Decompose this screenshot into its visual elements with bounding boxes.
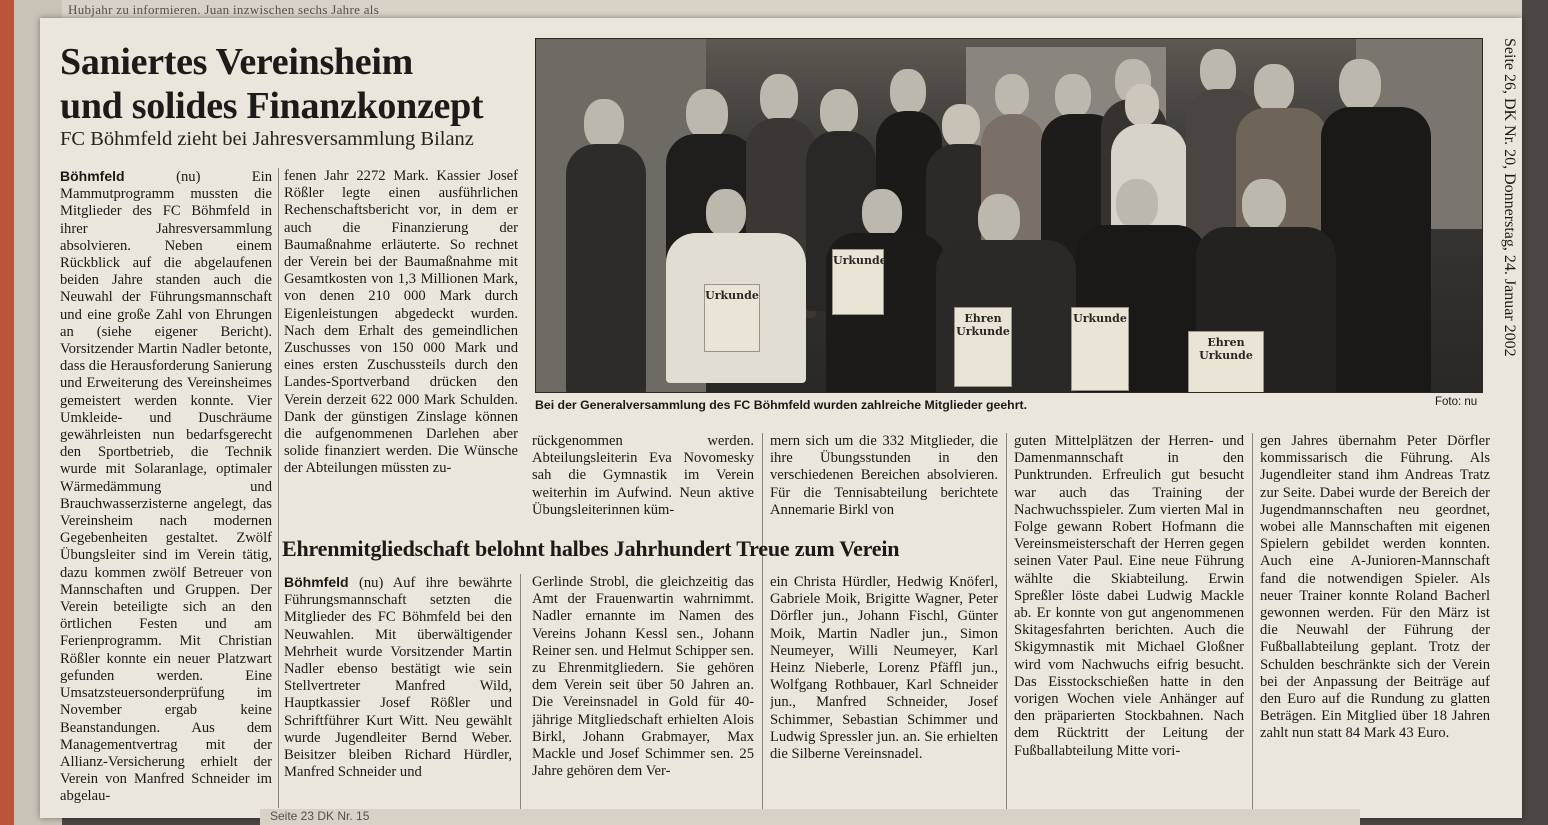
column-rule — [1006, 433, 1007, 813]
back-page-strip: Hubjahr zu informieren. Juan inzwischen sechs Jahre als — [62, 0, 1522, 22]
group-photo — [535, 38, 1483, 393]
column-6-text: gen Jahres übernahm Peter Dörfler kommissarisch die Führung. Als Jugendleiter stand ihm Andreas Tratz zur Seite. Dabei wurde der Bereich der Jugendmannschaften neu geordnet, wobei alle Mannschaften mit eigenen Spielern gebildet werden konnten. Auch eine A-Junioren-Mannschaft fand die notwendigen Spieler. Als neuer Trainer konnte Roland Bacherl gewonnen werden. Für den März ist die Neuwahl der Führung der Fußballabteilung geplant. Trotz der Schulden beschränkte sich der Verein bei der Anpassung der Beiträge auf den Euro auf die Rundung zu glatten Beträgen. Ein Mitglied über 18 Jahren zahlt nun statt 84 Mark 43 Euro. — [1260, 433, 1490, 742]
dateline: Böhmfeld — [60, 168, 177, 184]
article-column-4 — [770, 433, 998, 521]
certificate: Urkunde — [704, 284, 760, 352]
column-rule — [762, 433, 763, 813]
article2-column-3 — [770, 574, 998, 810]
article-column-2 — [284, 168, 518, 520]
article-column-3 — [532, 433, 754, 521]
article-column-6 — [1260, 433, 1490, 803]
certificate: Ehren Urkunde — [1188, 331, 1264, 393]
certificate: Urkunde — [832, 249, 884, 315]
photo-caption: Bei der Generalversammlung des FC Böhmfeld wurden zahlreiche Mitglieder geehrt. — [535, 398, 1027, 412]
column-4-text: mern sich um die 332 Mitglieder, die ihre Übungsstunden in den verschiedenen Bereichen absolvieren. Für die Tennisabteilung berichtete Annemarie Birkl von — [770, 433, 998, 518]
photo-credit: Foto: nu — [1435, 396, 1478, 408]
article2-column-1-text: (nu) Auf ihre bewährte Führungsmannschaft setzten die Mitglieder des FC Böhmfeld bei den Neuwahlen. Mit überwältigender Mehrheit wurde Vorsitzender Martin Nadler ebenso bestätigt wie sein Stellvertreter Manfred Wild, Hauptkassier Josef Rößler und Schriftführer Kurt Witt. Neu gewählt wurde Jugendleiter Bernd Weber. Beisitzer bleiben Richard Hürdler, Manfred Schneider und — [284, 575, 512, 781]
headline-line-2: und solides Finanzkonzept — [60, 85, 484, 127]
column-5-text: guten Mittelplätzen der Herren- und Damenmannschaft in den Punktrunden. Erfreulich gut besucht war auch das Training der Nachwuchsspieler. Zum vierten Mal in Folge gewann Robert Hofmann die Vereinsmeisterschaft der Herren gegen seinen Vater Paul. Eine neue Führung wählte die Skiabteilung. Erwin Spreßler löste dabei Ludwig Mackle ab. Er konnte von gut angenommenen Skitagesfahrten berichten. Auch die Skigymnastik mit Michael Gloßner wird vom Nachwuchs eifrig besucht. Das Eisstockschießen hatte in den vorigen Wochen viele Anhänger auf den präparierten Stockbahnen. Nach dem Rücktritt der Leitung der Fußballabteilung Mitte vori- — [1014, 433, 1244, 759]
article2-column-2 — [532, 574, 754, 810]
column-3-text: rückgenommen werden. Abteilungsleiterin Eva Novomesky sah die Gymnastik im Verein weiterhin im Aufwind. Neun aktive Übungsleiterinnen küm- — [532, 433, 754, 518]
article-column-1 — [60, 168, 272, 813]
back-page-strip-bottom: Seite 23 DK Nr. 15 — [260, 809, 1360, 825]
page-info-vertical: Seite 26, DK Nr. 20, Donnerstag, 24. Januar 2002 — [1501, 38, 1518, 357]
newspaper-clipping — [40, 18, 1522, 818]
column-rule — [278, 168, 279, 808]
certificate: Ehren Urkunde — [954, 307, 1012, 387]
certificate: Urkunde — [1071, 307, 1129, 391]
article-headline — [60, 40, 530, 128]
article2-headline: Ehrenmitgliedschaft belohnt halbes Jahrhundert Treue zum Verein — [282, 536, 900, 561]
column-1-text: (nu) Ein Mammutprogramm mussten die Mitglieder des FC Böhmfeld in ihrer Jahresversammlung absolvieren. Neben einem Rückblick auf die abgelaufenen beiden Jahre standen auch die Neuwahl der Führungsmannschaft und eine große Zahl von Ehrungen an (siehe eigener Bericht). Vorsitzender Martin Nadler betonte, dass die Herausforderung Sanierung und Erweiterung des Vereinsheimes gemeistert werden konnte. Vier Umkleide- und Duschräume gewährleisten nun bedarfsgerecht den Sportbetrieb, die Technik wurde mit Solaranlage, optimaler Wärmedämmung und Brauchwasserzisterne angelegt, das Vereinsheim nach modernen Gegebenheiten gestaltet. Zwölf Übungsleiter sind im Verein tätig, dazu kommen zwölf Betreuer von Mannschaften und Gruppen. Der Verein beteiligte sich an den örtlichen Festen und am Ferienprogramm. Mit Christian Rößler konnte ein neuer Platzwart gefunden werden. Eine Umsatzsteuersonderprüfung im November ergab keine Beanstandungen. Aus dem Managementvertrag mit der Allianz-Versicherung erhielt der Verein von Manfred Schneider im abgelau- — [60, 169, 272, 805]
article-column-5 — [1014, 433, 1244, 803]
article2-column-3-text: ein Christa Hürdler, Hedwig Knöferl, Gabriele Moik, Brigitte Wagner, Peter Dörfler jun., Johann Fischl, Günter Moik, Martin Nadler jun., Simon Neumeyer, Willi Neumeyer, Karl Heinz Nieberle, Lorenz Pfäffl jun., Wolfgang Rothbauer, Karl Schneider jun., Manfred Schneider, Josef Schimmer, Sebastian Schimmer und Ludwig Spressler jun. an. Sie erhielten die Silberne Vereinsnadel. — [770, 574, 998, 763]
dateline: Böhmfeld — [284, 574, 359, 590]
column-rule — [520, 574, 521, 810]
headline-line-1: Saniertes Vereinsheim — [60, 41, 413, 83]
article2-column-2-text: Gerlinde Strobl, die gleichzeitig das Amt der Frauenwartin wahrnimmt. Nadler ernannte im Namen des Vereins Johann Kessl sen., Johann Reiner sen. und Helmut Schipper sen. zu Ehrenmitgliedern. Sie gehören dem Verein seit über 50 Jahren an. Die Vereinsnadel in Gold für 40-jährige Mitgliedschaft erhielten Alois Birkl, Johann Grabmayer, Max Mackle und Josef Schimmer sen. 25 Jahre gehören dem Ver- — [532, 574, 754, 780]
article-subhead: FC Böhmfeld zieht bei Jahresversammlung Bilanz — [60, 128, 474, 150]
column-2-text: fenen Jahr 2272 Mark. Kassier Josef Rößler legte einen ausführlichen Rechenschaftsbericht vor, in dem er auch die Finanzierung der Baumaßnahme erläuterte. So rechnet der Verein bei der Baumaßnahme mit Gesamtkosten von 1,3 Millionen Mark, von denen 210 000 Mark durch Eigenleistungen abgedeckt wurden. Nach dem Erhalt des gemeindlichen Zuschusses von 150 000 Mark und eines ersten Zuschussteils durch den Landes-Sportverband drücken den Verein derzeit 622 000 Mark Schulden. Dank der günstigen Zinslage können die aufgenommenen Darlehen aber solide finanziert werden. Die Wünsche der Abteilungen müssten zu- — [284, 168, 518, 477]
article2-column-1 — [284, 574, 512, 810]
column-rule — [1252, 433, 1253, 813]
